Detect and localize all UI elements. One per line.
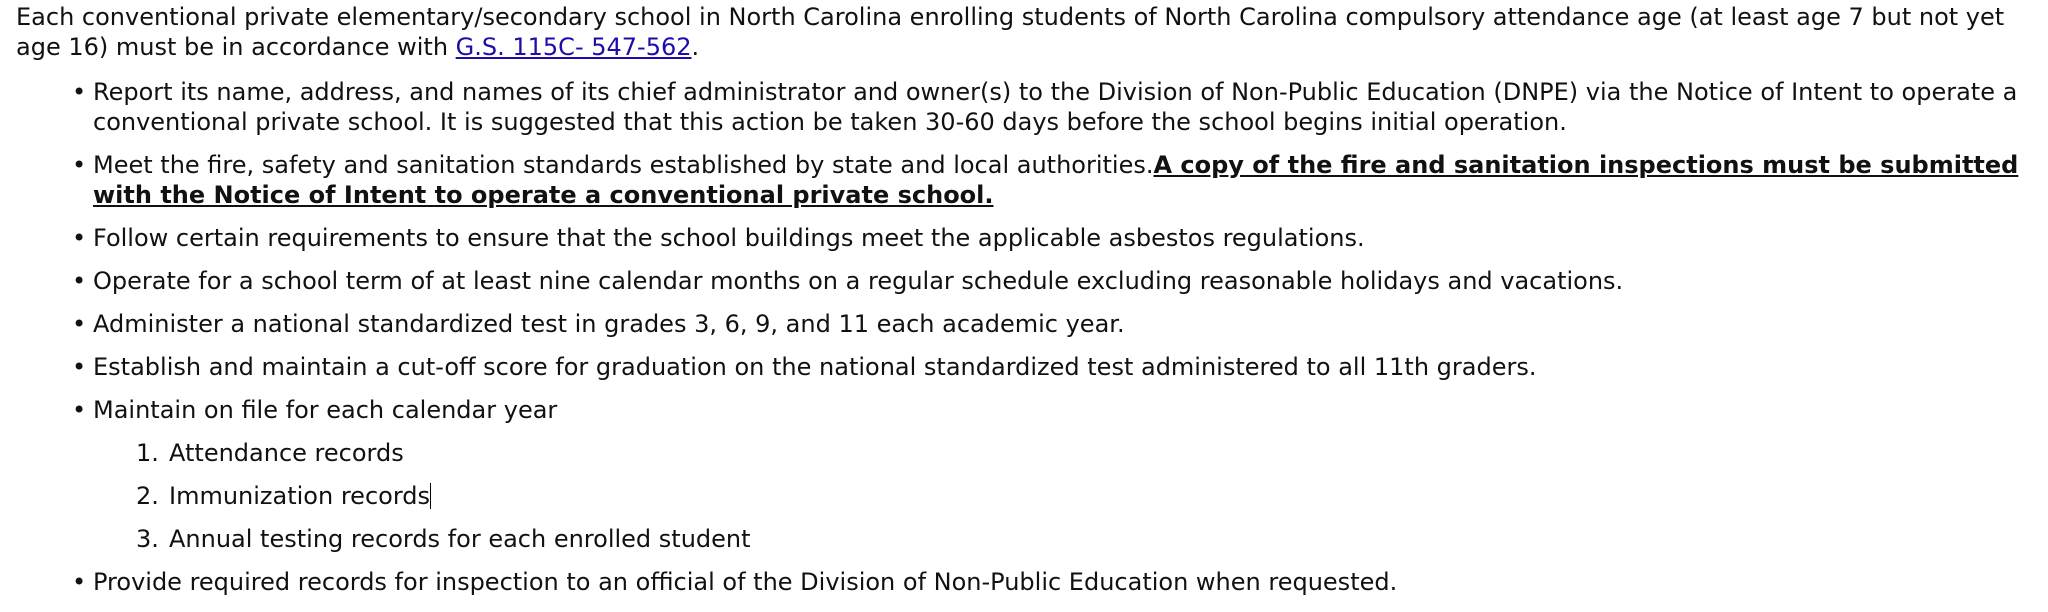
list-item-fire-safety (93, 150, 2038, 210)
list-item-school-term (93, 266, 2038, 296)
list-item-text: Report its name, address, and names of its chief administrator and owner(s) to the Division of Non-Public Education (DNPE) via the Notice of Intent to operate a conventional private school. It is suggested that this action be taken 30-60 days before the school begins initial operation. (93, 78, 2018, 136)
record-number: 2. (136, 482, 159, 510)
record-item-immunization (136, 481, 2038, 511)
list-item-text: Meet the fire, safety and sanitation standards established by state and local authorities. (93, 151, 1154, 179)
text-caret (430, 483, 431, 509)
record-label: Attendance records (169, 439, 404, 467)
list-item-text: Administer a national standardized test in grades 3, 6, 9, and 11 each academic year. (93, 310, 1125, 338)
records-list (93, 438, 2038, 554)
intro-text: Each conventional private elementary/secondary school in North Carolina enrolling students of North Carolina compulsory attendance age (at least age 7 but not yet age 16) must be in accordance with (16, 3, 2005, 61)
list-item-records-on-file (93, 395, 2038, 554)
record-number: 3. (136, 525, 159, 553)
list-item-text: Follow certain requirements to ensure that the school buildings meet the applicable asbestos regulations. (93, 224, 1365, 252)
record-item-attendance (136, 438, 2038, 468)
statute-link[interactable]: G.S. 115C- 547-562 (455, 33, 692, 61)
list-item-inspection-records (93, 567, 2038, 597)
record-label: Annual testing records for each enrolled student (169, 525, 751, 553)
list-item-text: Maintain on file for each calendar year (93, 396, 558, 424)
list-item-asbestos (93, 223, 2038, 253)
list-item-cutoff-score (93, 352, 2038, 382)
list-item-report-notice (93, 77, 2038, 137)
requirements-list (16, 77, 2038, 597)
intro-period: . (691, 33, 700, 61)
record-number: 1. (136, 439, 159, 467)
record-item-annual-testing (136, 524, 2038, 554)
list-item-text: Provide required records for inspection to an official of the Division of Non-Public Education when requested. (93, 568, 1398, 596)
list-item-text: Establish and maintain a cut-off score for graduation on the national standardized test administered to all 11th graders. (93, 353, 1537, 381)
list-item-text: Operate for a school term of at least nine calendar months on a regular schedule excluding reasonable holidays and vacations. (93, 267, 1624, 295)
inspection-emphasis: A copy of the fire and sanitation inspections must be submitted with the Notice of Intent to operate a conventional private school. (93, 151, 2019, 209)
intro-paragraph (16, 2, 2038, 62)
list-item-standardized-test (93, 309, 2038, 339)
record-label: Immunization records (169, 482, 430, 510)
